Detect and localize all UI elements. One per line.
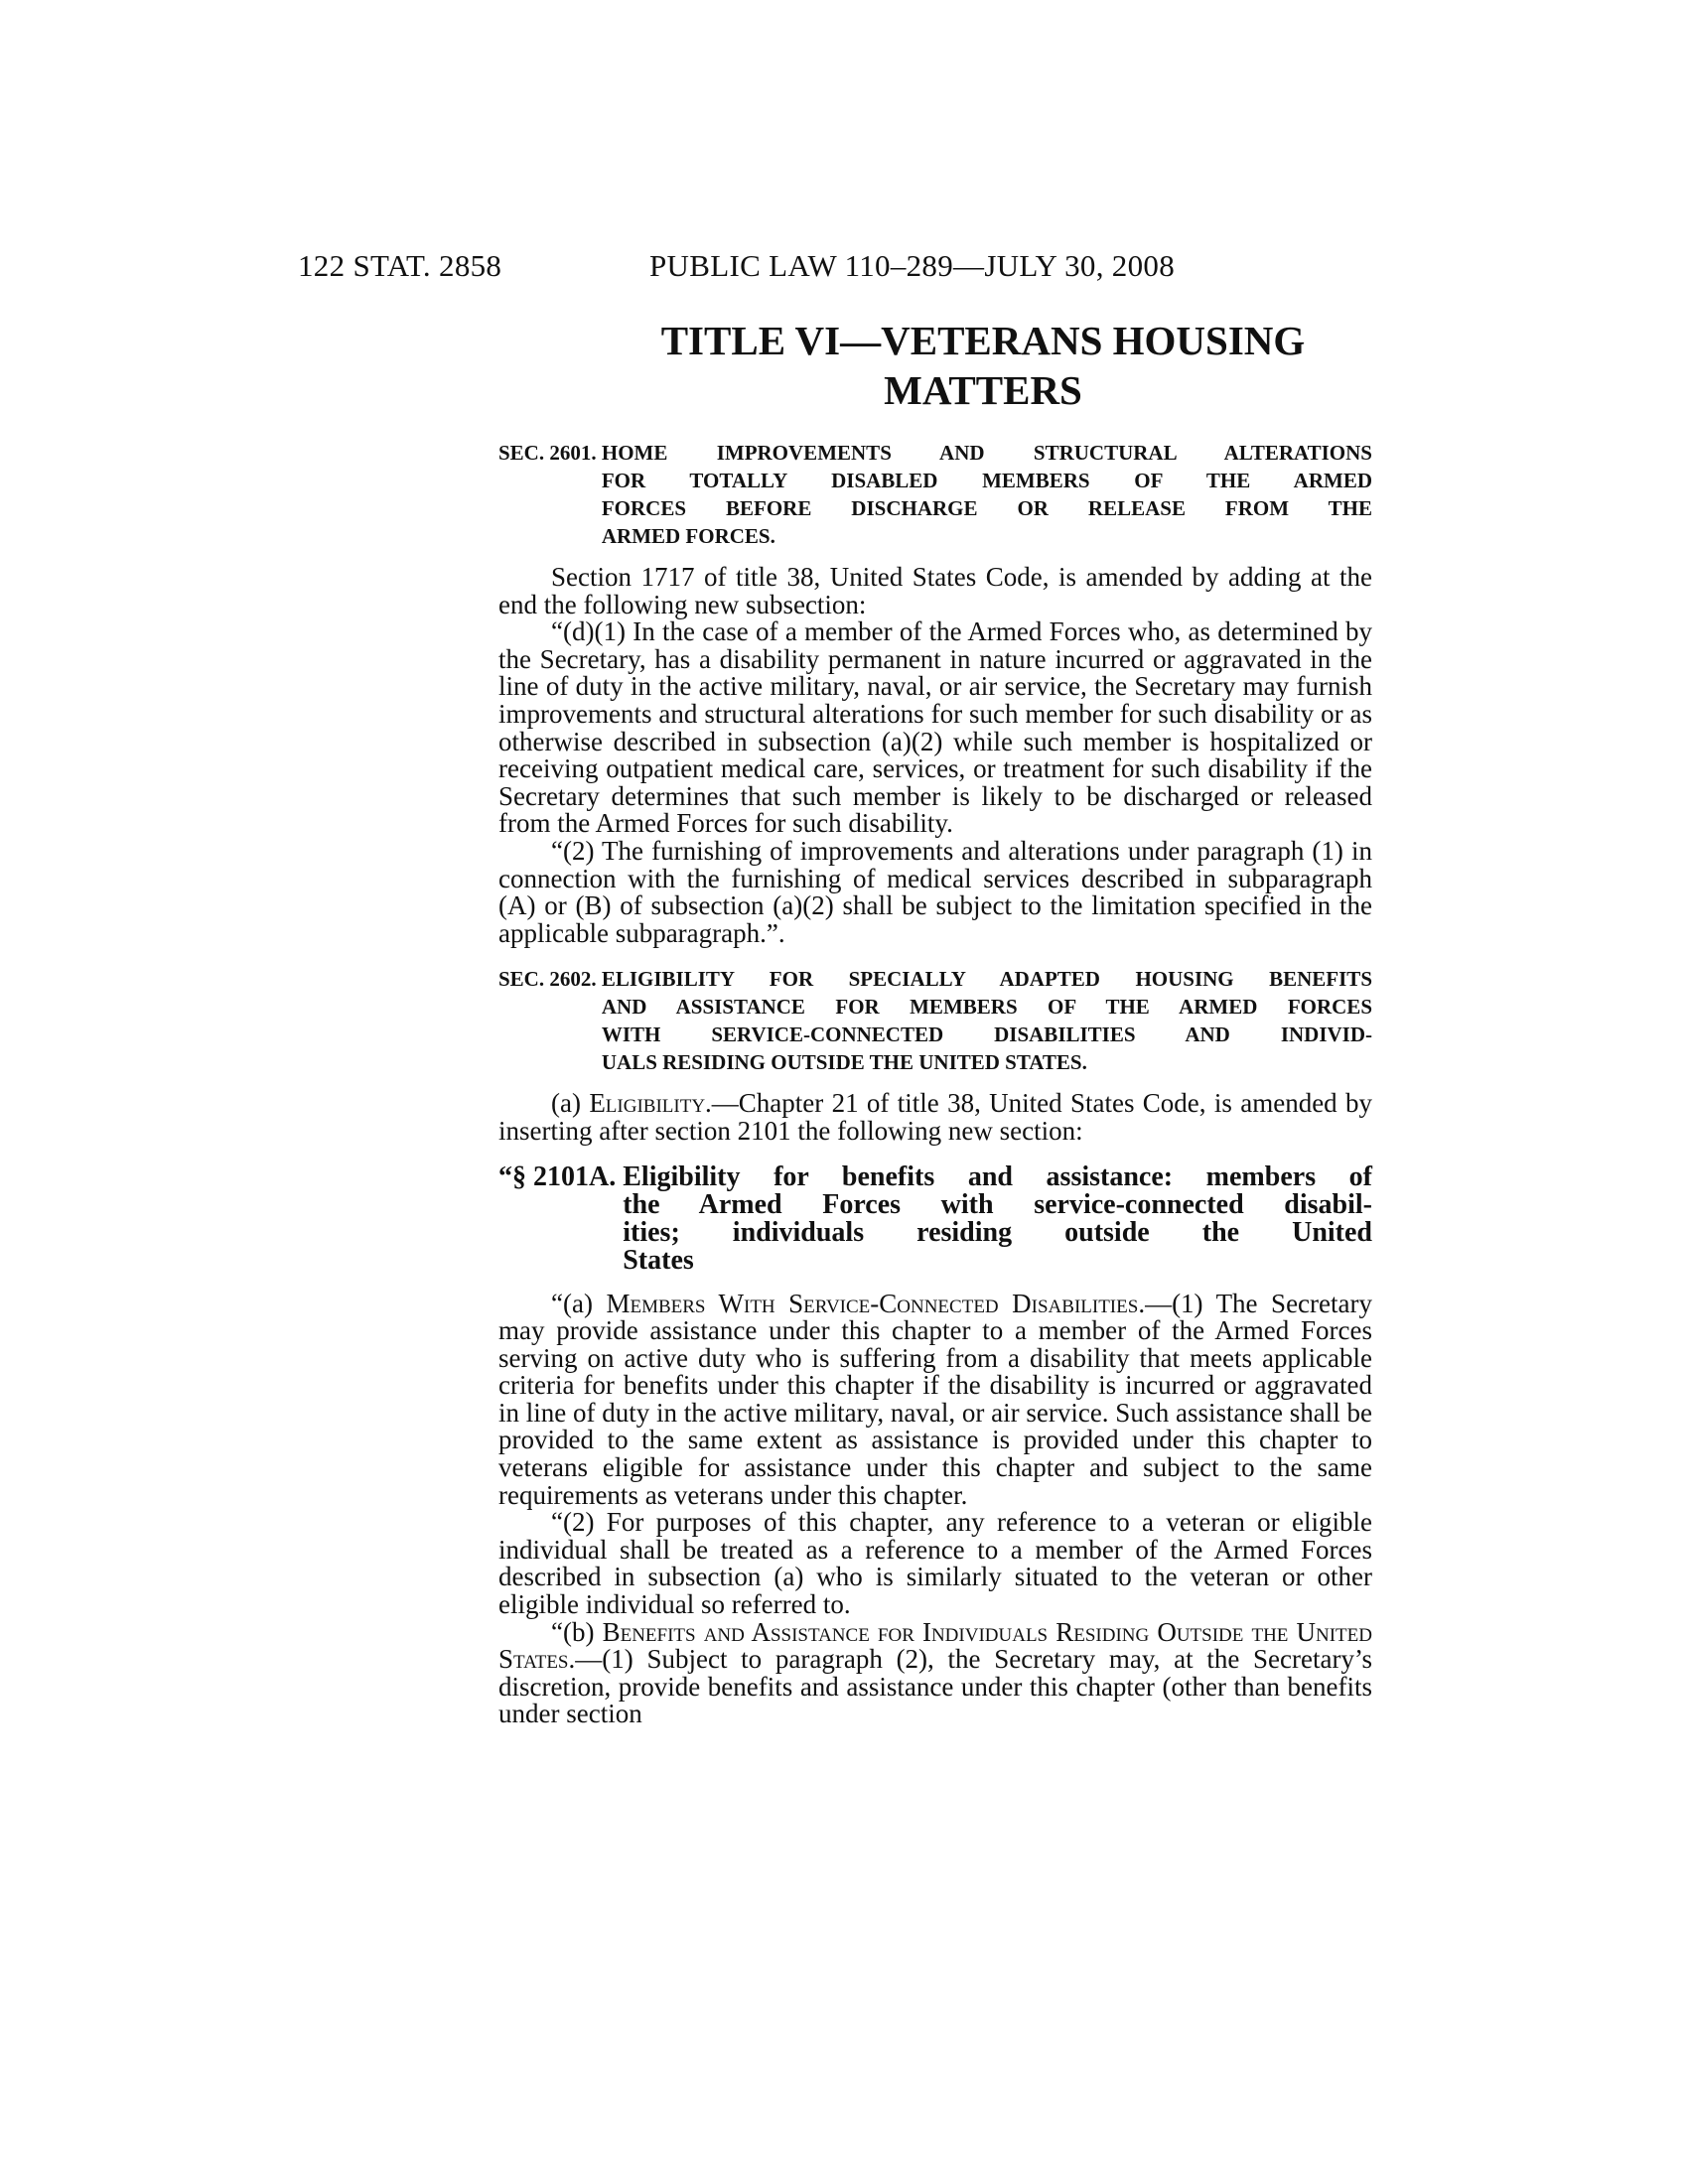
paragraph: “(d)(1) In the case of a member of the Armed Forces who, as determined by the Secretary, has a disability permanent in nature incurred or aggravated in the line of duty in the active military, naval, or air service, the Secretary may furnish improvements and structural alterations for such member for such disability or as otherwise described in subsection (a)(2) while such member is hospitalized or receiving outpatient medical care, services, or treatment for such disability if the Secretary determines that such member is likely to be discharged or released from the Armed Forces for such disability. xyxy=(498,616,1372,839)
section-heading-line: the Armed Forces with service-connected disabil- xyxy=(623,1188,1372,1220)
section-number: SEC. 2601. xyxy=(498,441,602,465)
section-number: SEC. 2602. xyxy=(498,967,602,992)
paragraph xyxy=(498,1090,1372,1145)
title-heading xyxy=(496,316,1470,415)
section-heading-line: HOME IMPROVEMENTS AND STRUCTURAL ALTERATIONS xyxy=(601,441,1372,465)
document-body xyxy=(498,439,1372,1728)
subsection-text: .—(1) The Secretary may provide assistance under this chapter to a member of the Armed Forces serving on active duty who is suffering from a disability that meets applicable criteria for benefits under this chapter if the disability is incurred or aggravated in line of duty in the active military, naval, or air service. Such assistance shall be provided to the same extent as assistance is provided under this chapter to veterans eligible for assistance under this chapter and subject to the same requirements as veterans under this chapter. xyxy=(498,1288,1372,1510)
section-heading-line: ELIGIBILITY FOR SPECIALLY ADAPTED HOUSING BENEFITS xyxy=(601,967,1372,992)
section-2101A-heading xyxy=(498,1160,1372,1276)
section-2601-heading xyxy=(498,439,1372,550)
section-heading-line: Eligibility for benefits and assistance: members of xyxy=(623,1160,1372,1192)
section-heading-line: WITH SERVICE-CONNECTED DISABILITIES AND INDIVID- xyxy=(601,1023,1372,1047)
subsection-label: “(a) xyxy=(551,1288,607,1318)
paragraph xyxy=(498,1288,1372,1510)
section-heading-line: FOR TOTALLY DISABLED MEMBERS OF THE ARMED xyxy=(601,469,1372,492)
paragraph: “(2) The furnishing of improvements and alterations under paragraph (1) in connection with the furnishing of medical services described in subparagraph (A) or (B) of subsection (a)(2) shall be subject to the limitation specified in the applicable subparagraph.”. xyxy=(498,835,1372,948)
subsection-text: .—(1) Subject to paragraph (2), the Secretary may, at the Secretary’s discretion, provide benefits and assistance under this chapter (other than benefits under section xyxy=(498,1644,1372,1729)
subsection-label: (a) xyxy=(551,1088,590,1119)
paragraph: Section 1717 of title 38, United States Code, is amended by adding at the end the following new subsection: xyxy=(498,562,1372,619)
public-law-citation: PUBLIC LAW 110–289—JULY 30, 2008 xyxy=(649,248,1176,283)
section-heading-line: UALS RESIDING OUTSIDE THE UNITED STATES. xyxy=(601,1050,1087,1075)
statute-page-number: 122 STAT. 2858 xyxy=(298,248,502,283)
title-line-1: TITLE VI—VETERANS HOUSING xyxy=(660,318,1306,363)
section-heading-line: FORCES BEFORE DISCHARGE OR RELEASE FROM THE xyxy=(601,496,1372,520)
page-header xyxy=(298,248,1390,288)
section-2602-heading xyxy=(498,965,1372,1076)
title-line-2: MATTERS xyxy=(884,367,1082,413)
subsection-text: .—Chapter 21 of title 38, United States Code, is amended by inserting after section 2101 the following new section: xyxy=(498,1088,1373,1146)
section-heading-line: ities; individuals residing outside the United xyxy=(623,1216,1372,1248)
subsection-heading: Eligibility xyxy=(589,1088,706,1119)
section-symbol-number: “§ 2101A. xyxy=(498,1160,624,1192)
section-heading-line: States xyxy=(623,1244,694,1276)
section-heading-line: ARMED FORCES. xyxy=(601,524,775,548)
subsection-heading: Benefits and Assistance for Individuals Residing Outside the United States xyxy=(498,1616,1372,1675)
section-heading-line: AND ASSISTANCE FOR MEMBERS OF THE ARMED FORCES xyxy=(601,995,1372,1020)
paragraph xyxy=(498,1616,1372,1729)
paragraph: “(2) For purposes of this chapter, any reference to a veteran or eligible individual shall be treated as a reference to a member of the Armed Forces described in subsection (a) who is similarly situated to the veteran or other eligible individual so referred to. xyxy=(498,1507,1372,1620)
subsection-heading: Members With Service-Connected Disabilities xyxy=(606,1288,1139,1318)
subsection-label: “(b) xyxy=(551,1616,603,1647)
